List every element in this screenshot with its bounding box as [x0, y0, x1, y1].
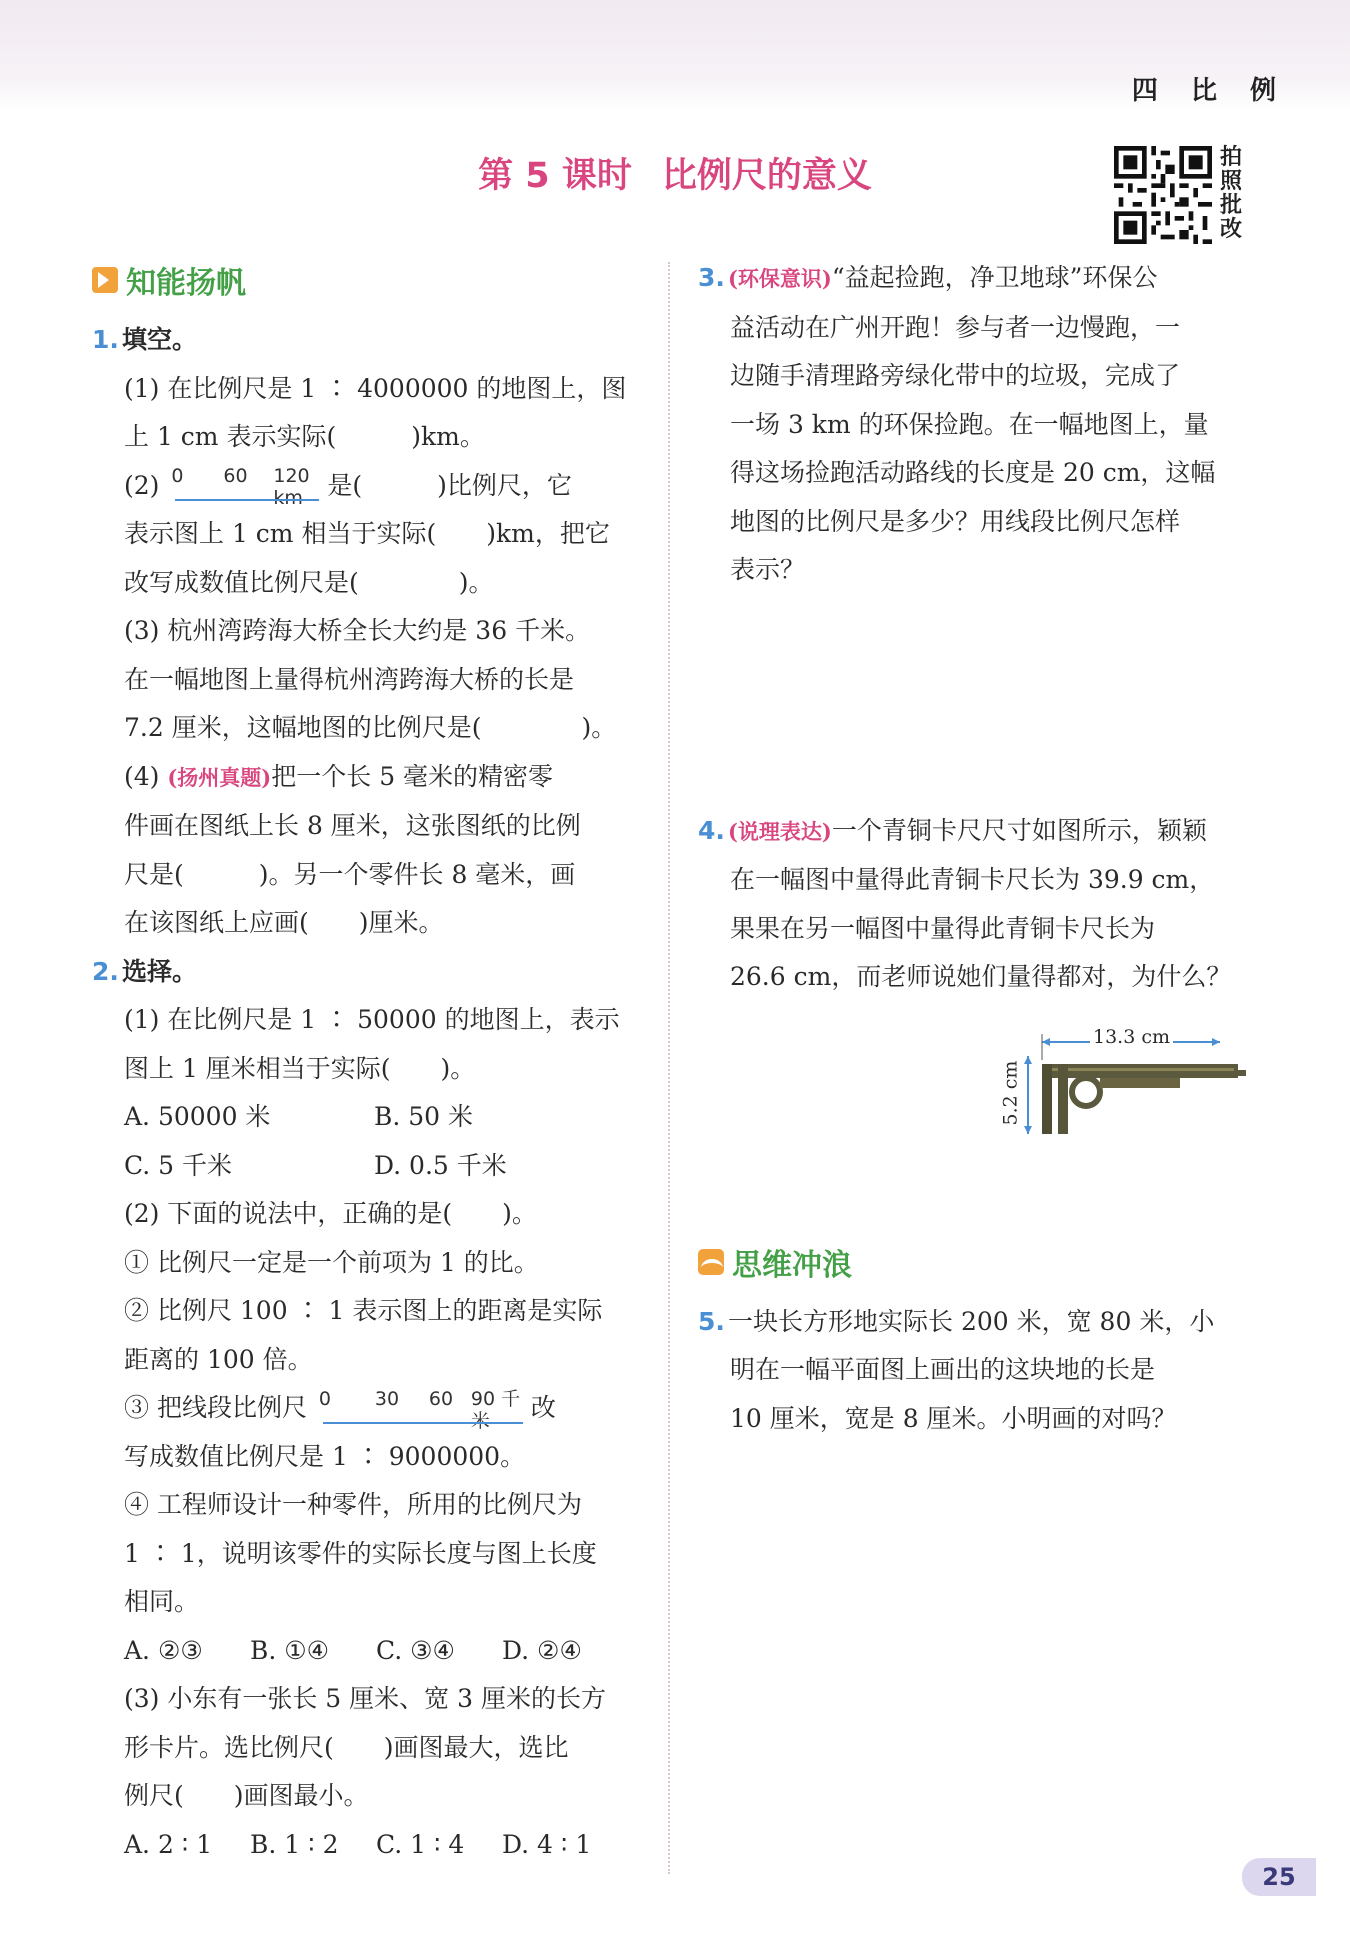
choice-c[interactable]: C. ③④ [376, 1635, 455, 1665]
wave-icon [698, 1249, 724, 1275]
source-tag: (说理表达) [728, 818, 832, 844]
question-3: 3. (环保意识)“益起捡跑，净卫地球”环保公 益活动在广州开跑！参与者一边慢跑，一 边随手清理路旁绿化带中的垃圾，完成了 一场 3 km 的环保捡跑。在一幅地图上，量 得这场捡跑活动路线的长度是 20 cm，这幅 地图的比例尺是多少？用线段比例尺怎样 表示？ [698, 254, 1250, 595]
choice-c[interactable]: C. 5 千米 [124, 1150, 232, 1180]
line-scale-bar: 0 60 120 km [171, 469, 323, 505]
choice-d[interactable]: D. 0.5 千米 [374, 1150, 507, 1180]
page-number: 25 [1242, 1858, 1316, 1896]
source-tag: (扬州真题) [167, 764, 272, 790]
left-column [92, 258, 637, 1869]
choice-a[interactable]: A. ②③ [124, 1635, 203, 1665]
choice-a[interactable]: A. 50000 米 [124, 1102, 271, 1131]
question-number: 5. [698, 1306, 725, 1336]
question-number: 4. [698, 815, 725, 845]
choice-b[interactable]: B. ①④ [250, 1635, 330, 1665]
flag-icon [92, 267, 118, 293]
choice-row [92, 1627, 637, 1676]
caliper-height-label: 5.2 cm [999, 1060, 1022, 1126]
choice-c[interactable]: C. 1 ∶ 4 [376, 1829, 465, 1859]
choice-a[interactable]: A. 2 ∶ 1 [124, 1829, 213, 1859]
right-column [698, 254, 1250, 1443]
lesson-name: 比例尺的意义 [661, 156, 872, 196]
section-header: 思维冲浪 [698, 1240, 1250, 1284]
choice-d[interactable]: D. 4 ∶ 1 [502, 1829, 592, 1859]
choice-row [92, 1142, 637, 1191]
lesson-number: 第 5 课时 [478, 156, 632, 196]
choice-row [92, 1821, 637, 1870]
question-2: 2. 选择。 (1) 在比例尺是 1 ∶ 50000 的地图上，表示 图上 1 厘米相当于实际( )。 A. 50000 米 B. 50 米 C. 5 千米 D. 0.5 千米 (2) 下面的说法中，正确的是( )。 ① 比例尺一定是一个前项为 1 的比。 ② 比例尺 100 ∶ 1 表示图上的距离是实际 距离的 100 倍。 ③ 把线段比例尺 0 30 60 90 千米 改 写成数值比例尺是 1 ∶ 9000000。 ④ 工程师设计一种零件，所用的比例尺为 1 ∶ 1，说明该零件的实际长度与图上长度 相同。 A. ②③ B. ①④ C. ③④ D. ②④ (3) 小东有一张长 5 厘米、宽 3 厘米的长方 形卡片。选比例尺( )画图最大，选比 例尺( )画图最小。 A. 2 ∶ 1 B. 1 ∶ 2 C. 1 ∶ 4 D. 4 ∶ 1 [92, 948, 637, 1870]
section-header: 知能扬帆 [92, 258, 637, 302]
question-1: 1. 填空。 (1) 在比例尺是 1 ∶ 4000000 的地图上，图 上 1 cm 表示实际( )km。 (2) 0 60 120 km 是( )比例尺，它 表示图上 1 cm 相当于实际( )km，把它 改写成数值比例尺是( )。 (3) 杭州湾跨海大桥全长大约是 36 千米。 在一幅地图上量得杭州湾跨海大桥的长是 7.2 厘米，这幅地图的比例尺是( )。 (4) (扬州真题)把一个长 5 毫米的精密零 件画在图纸上长 8 厘米，这张图纸的比例 尺是( )。另一个零件长 8 毫米，画 在该图纸上应画( )厘米。 [92, 316, 637, 948]
source-tag: (环保意识) [728, 266, 832, 291]
caliper-figure [999, 1026, 1250, 1142]
question-number: 3. [698, 263, 725, 292]
question-4: 4. (说理表达)一个青铜卡尺尺寸如图所示，颖颖 在一幅图中量得此青铜卡尺长为 39.9 cm， 果果在另一幅图中量得此青铜卡尺长为 26.6 cm，而老师说她们量得都对，为什么？ [698, 807, 1250, 1002]
qr-code-icon[interactable] [1114, 146, 1212, 244]
line-scale-bar: 0 30 60 90 千米 [319, 1392, 527, 1428]
caliper-width-label: 13.3 cm [1090, 1026, 1173, 1048]
choice-d[interactable]: D. ②④ [502, 1635, 582, 1665]
choice-b[interactable]: B. 1 ∶ 2 [250, 1829, 339, 1859]
choice-row [92, 1093, 637, 1142]
q1-part2: (2) 0 60 120 km 是( )比例尺，它 [124, 465, 572, 509]
question-number: 2. [92, 956, 119, 986]
chapter-label: 四 比 例 [1131, 76, 1288, 106]
question-number: 1. [92, 325, 119, 354]
choice-b[interactable]: B. 50 米 [374, 1102, 474, 1131]
column-divider [668, 262, 670, 1874]
statement-3: ③ 把线段比例尺 0 30 60 90 千米 改 [124, 1387, 556, 1432]
question-5: 5. 一块长方形地实际长 200 米，宽 80 米，小 明在一幅平面图上画出的这块地的长是 10 厘米，宽是 8 厘米。小明画的对吗？ [698, 1298, 1250, 1444]
answer-space [698, 595, 1250, 807]
qr-label: 拍 照 批 改 [1220, 145, 1243, 242]
